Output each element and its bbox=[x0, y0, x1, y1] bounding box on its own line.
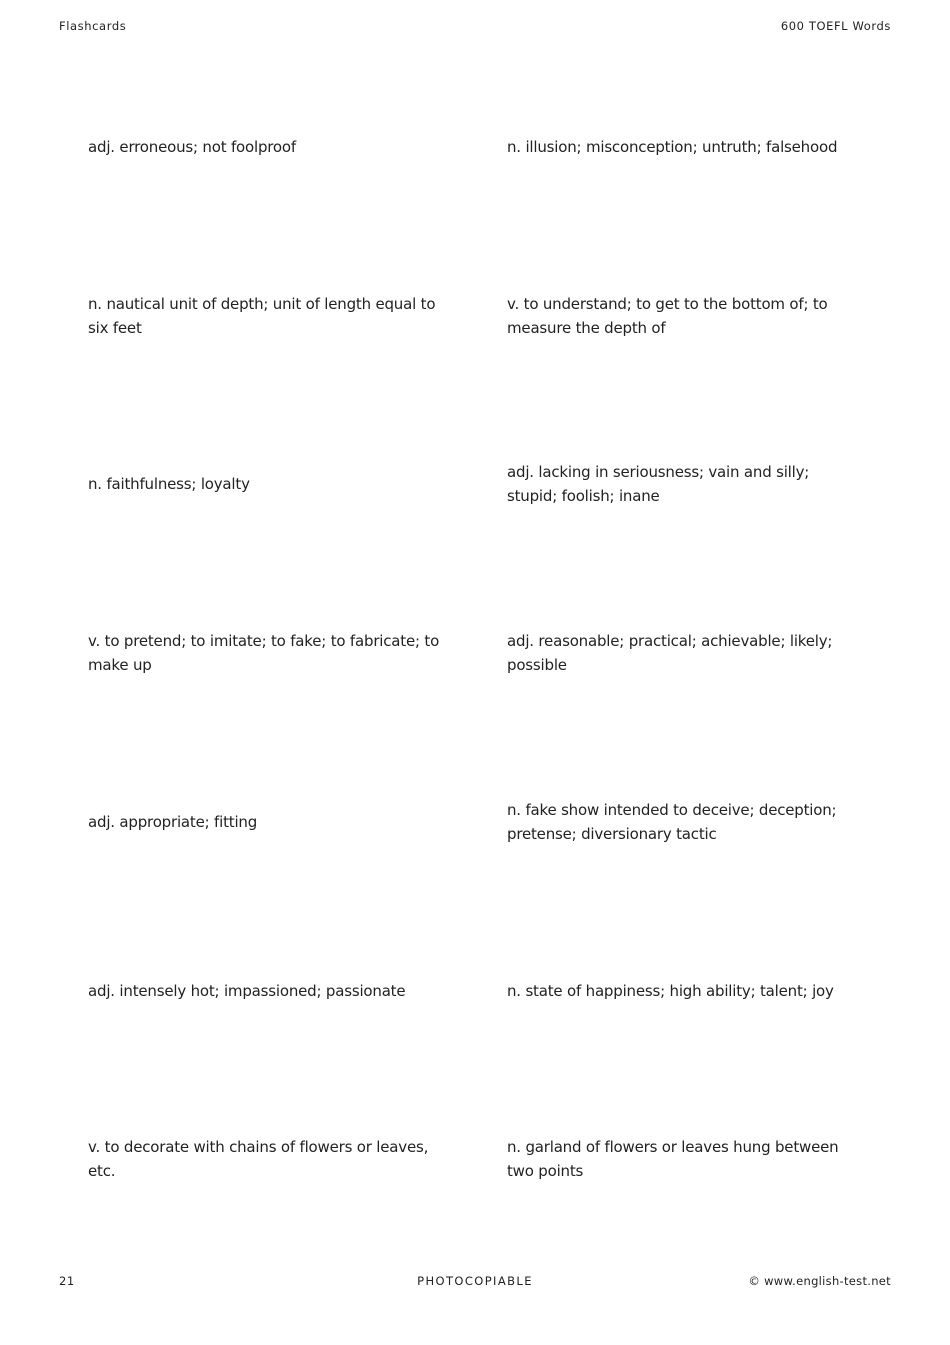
flashcard-definition: adj. intensely hot; impassioned; passionate bbox=[88, 982, 406, 1000]
flashcard-definition: adj. lacking in seriousness; vain and silly; stupid; foolish; inane bbox=[507, 463, 810, 505]
flashcard-definition: adj. reasonable; practical; achievable; likely; possible bbox=[507, 632, 833, 674]
flashcard-definition: n. faithfulness; loyalty bbox=[88, 475, 250, 493]
flashcard-definition: n. fake show intended to deceive; deception; pretense; diversionary tactic bbox=[507, 801, 837, 843]
flashcard-definition: n. illusion; misconception; untruth; falsehood bbox=[507, 138, 838, 156]
flashcard-definition: n. nautical unit of depth; unit of length equal to six feet bbox=[88, 295, 436, 337]
header-book-title: 600 TOEFL Words bbox=[780, 19, 891, 33]
flashcard-definition: adj. erroneous; not foolproof bbox=[88, 138, 296, 156]
flashcard-definition: v. to decorate with chains of flowers or leaves, etc. bbox=[88, 1138, 429, 1180]
flashcard-definition: adj. appropriate; fitting bbox=[88, 813, 258, 831]
flashcard-definition: n. garland of flowers or leaves hung between two points bbox=[507, 1138, 839, 1180]
flashcard-definition: v. to understand; to get to the bottom of; to measure the depth of bbox=[507, 295, 828, 337]
photocopiable-label: PHOTOCOPIABLE bbox=[417, 1274, 533, 1288]
header-section-title: Flashcards bbox=[59, 19, 127, 33]
page-number: 21 bbox=[59, 1274, 75, 1288]
flashcard-definition: n. state of happiness; high ability; talent; joy bbox=[507, 982, 834, 1000]
flashcard-definition: v. to pretend; to imitate; to fake; to fabricate; to make up bbox=[88, 632, 440, 674]
copyright-website: © www.english-test.net bbox=[748, 1274, 891, 1288]
